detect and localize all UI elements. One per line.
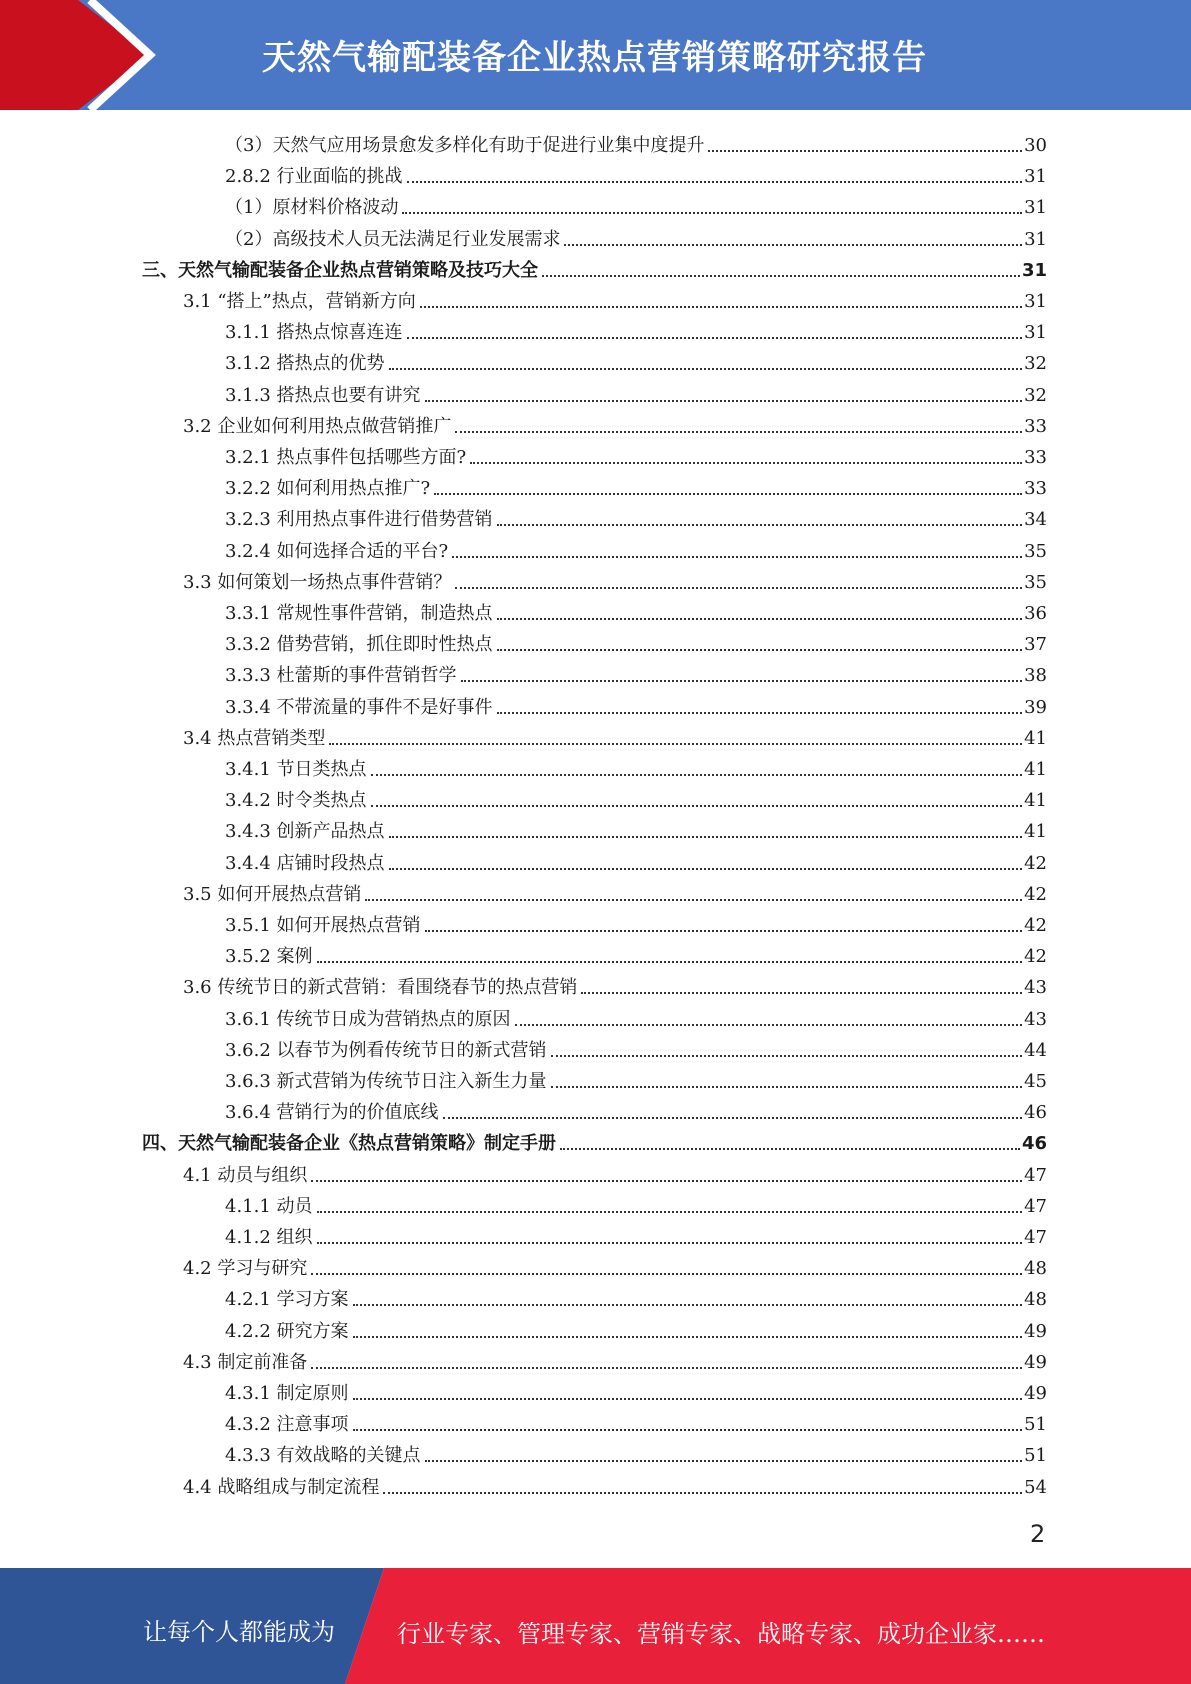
toc-entry-label: 3.2.2 如何利用热点推广?: [225, 478, 431, 500]
toc-entry[interactable]: [225, 1280, 1047, 1311]
page-header: [0, 0, 1191, 110]
footer-slogan-left: 让每个人都能成为: [143, 1618, 335, 1646]
toc-entry-page: 47: [1024, 1164, 1047, 1186]
toc-entry-page: 37: [1024, 634, 1047, 656]
toc-entry-page: 45: [1024, 1071, 1047, 1092]
toc-leader-dots: [420, 306, 1022, 308]
toc-entry-page: 31: [1024, 322, 1047, 344]
toc-entry-page: 31: [1024, 197, 1047, 219]
toc-leader-dots: [389, 836, 1023, 838]
toc-entry-label: （1）原材料价格波动: [225, 197, 399, 219]
toc-entry[interactable]: [225, 438, 1047, 469]
toc-entry-page: 32: [1024, 353, 1047, 375]
toc-entry-label: 4.2.2 研究方案: [225, 1320, 349, 1342]
toc-entry[interactable]: [225, 1405, 1047, 1436]
toc-leader-dots: [371, 805, 1023, 807]
toc-entry[interactable]: [142, 1124, 1047, 1155]
toc-leader-dots: [407, 181, 1023, 183]
toc-entry-page: 49: [1024, 1351, 1047, 1373]
toc-leader-dots: [407, 337, 1023, 339]
toc-entry-label: 3.3.3 杜蕾斯的事件营销哲学: [225, 665, 457, 687]
toc-leader-dots: [329, 743, 1022, 745]
toc-entry-page: 35: [1024, 540, 1047, 562]
toc-entry[interactable]: [142, 251, 1047, 282]
red-arrow-shape: [0, 0, 150, 110]
toc-entry-label: 3.4.4 店铺时段热点: [225, 852, 385, 874]
toc-entry[interactable]: [183, 282, 1047, 313]
toc-entry-label: 3.4.1 节日类热点: [225, 759, 367, 780]
toc-entry-label: 3.6.2 以春节为例看传统节日的新式营销: [225, 1039, 547, 1061]
toc-entry-label: 3.4.3 创新产品热点: [225, 821, 385, 843]
toc-leader-dots: [371, 774, 1023, 776]
toc-entry[interactable]: [183, 875, 1047, 906]
toc-entry-page: 42: [1024, 946, 1047, 968]
toc-leader-dots: [542, 275, 1020, 277]
toc-entry-label: 4.1.1 动员: [225, 1195, 313, 1217]
toc-entry-page: 43: [1024, 1008, 1047, 1030]
toc-leader-dots: [497, 618, 1023, 620]
toc-entry-label: 3.4.2 时令类热点: [225, 790, 367, 812]
toc-entry-label: （3）天然气应用场景愈发多样化有助于促进行业集中度提升: [225, 135, 705, 156]
toc-entry-page: 34: [1024, 509, 1047, 531]
toc-entry-page: 44: [1024, 1039, 1047, 1061]
toc-leader-dots: [497, 712, 1023, 714]
toc-entry-label: 3.1 “搭上”热点，营销新方向: [183, 291, 416, 312]
toc-entry-label: 4.2 学习与研究: [183, 1258, 308, 1280]
toc-entry-page: 41: [1024, 790, 1047, 812]
toc-entry-label: 3.2 企业如何利用热点做营销推广: [183, 415, 452, 437]
toc-entry-page: 32: [1024, 384, 1047, 406]
toc-entry-page: 49: [1024, 1383, 1047, 1404]
toc-entry-label: 三、天然气输配装备企业热点营销策略及技巧大全: [142, 259, 538, 281]
toc-entry[interactable]: [225, 1187, 1047, 1218]
toc-entry[interactable]: [225, 188, 1047, 219]
toc-leader-dots: [383, 1492, 1022, 1494]
toc-entry-page: 39: [1024, 696, 1047, 718]
toc-entry-page: 33: [1024, 415, 1047, 437]
toc-leader-dots: [311, 1273, 1022, 1275]
toc-entry[interactable]: [225, 1093, 1047, 1124]
toc-entry-label: 4.3.1 制定原则: [225, 1383, 349, 1404]
toc-entry-page: 36: [1024, 603, 1047, 624]
toc-entry[interactable]: [183, 407, 1047, 438]
toc-entry-page: 48: [1024, 1258, 1047, 1280]
toc-entry-label: 2.8.2 行业面临的挑战: [225, 166, 403, 188]
toc-entry-label: 4.3.3 有效战略的关键点: [225, 1445, 421, 1467]
toc-entry-label: 3.2.4 如何选择合适的平台?: [225, 540, 449, 562]
toc-entry[interactable]: [183, 1343, 1047, 1374]
toc-entry-label: 3.4 热点营销类型: [183, 727, 326, 749]
toc-leader-dots: [353, 1429, 1023, 1431]
toc-leader-dots: [455, 587, 1022, 589]
toc-entry-page: 48: [1024, 1289, 1047, 1311]
toc-entry-label: 3.6.4 营销行为的价值底线: [225, 1102, 439, 1124]
toc-entry[interactable]: [183, 1468, 1047, 1499]
toc-leader-dots: [402, 212, 1022, 214]
report-title: 天然气输配装备企业热点营销策略研究报告: [262, 38, 927, 78]
toc-entry[interactable]: [225, 1312, 1047, 1343]
toc-entry[interactable]: [225, 844, 1047, 875]
toc-entry[interactable]: [225, 656, 1047, 687]
toc-entry[interactable]: [225, 750, 1047, 781]
toc-leader-dots: [497, 524, 1023, 526]
toc-entry[interactable]: [183, 968, 1047, 999]
toc-entry-page: 46: [1024, 1102, 1047, 1124]
toc-entry-label: 3.2.3 利用热点事件进行借势营销: [225, 509, 493, 531]
toc-entry-label: 3.1.2 搭热点的优势: [225, 353, 385, 375]
toc-entry-label: 4.2.1 学习方案: [225, 1289, 349, 1311]
toc-entry-page: 54: [1024, 1476, 1047, 1498]
toc-entry[interactable]: [225, 1000, 1047, 1031]
toc-leader-dots: [452, 556, 1022, 558]
toc-entry[interactable]: [225, 126, 1047, 157]
toc-leader-dots: [389, 868, 1023, 870]
toc-entry-label: 4.3 制定前准备: [183, 1351, 308, 1373]
toc-entry[interactable]: [225, 594, 1047, 625]
toc-entry-page: 41: [1024, 821, 1047, 843]
toc-leader-dots: [425, 930, 1023, 932]
toc-entry[interactable]: [225, 781, 1047, 812]
toc-entry-label: 3.6 传统节日的新式营销：看围绕春节的热点营销: [183, 977, 578, 999]
toc-leader-dots: [317, 1211, 1023, 1213]
toc-entry-page: 42: [1024, 883, 1047, 905]
toc-leader-dots: [443, 1117, 1023, 1119]
toc-leader-dots: [317, 1242, 1023, 1244]
toc-entry[interactable]: [183, 719, 1047, 750]
toc-entry-label: 3.6.3 新式营销为传统节日注入新生力量: [225, 1071, 547, 1092]
page-footer: [0, 1568, 1191, 1684]
toc-leader-dots: [353, 1304, 1023, 1306]
toc-entry[interactable]: [225, 906, 1047, 937]
toc-entry[interactable]: [225, 812, 1047, 843]
toc-entry-page: 31: [1024, 291, 1047, 312]
toc-entry-label: 3.5.2 案例: [225, 946, 313, 968]
toc-leader-dots: [455, 431, 1022, 433]
toc-entry[interactable]: [225, 344, 1047, 375]
toc-leader-dots: [560, 1148, 1020, 1150]
toc-entry[interactable]: [225, 1436, 1047, 1467]
toc-entry-label: 3.3 如何策划一场热点事件营销？: [183, 571, 452, 593]
toc-entry-page: 49: [1024, 1320, 1047, 1342]
toc-leader-dots: [564, 244, 1022, 246]
toc-entry-label: 3.5 如何开展热点营销: [183, 883, 362, 905]
toc-entry[interactable]: [225, 937, 1047, 968]
toc-entry-label: 3.1.1 搭热点惊喜连连: [225, 322, 403, 344]
toc-entry-page: 46: [1021, 1133, 1047, 1155]
footer-slogan-right: 行业专家、管理专家、营销专家、战略专家、成功企业家……: [397, 1620, 1045, 1648]
toc-entry-page: 43: [1024, 977, 1047, 999]
toc-leader-dots: [353, 1398, 1023, 1400]
toc-leader-dots: [434, 493, 1022, 495]
toc-entry-label: 4.3.2 注意事项: [225, 1414, 349, 1436]
toc-entry-page: 42: [1024, 852, 1047, 874]
toc-entry[interactable]: [225, 313, 1047, 344]
toc-entry[interactable]: [225, 376, 1047, 407]
toc-entry[interactable]: [225, 1218, 1047, 1249]
toc-leader-dots: [497, 649, 1023, 651]
toc-leader-dots: [515, 1024, 1023, 1026]
toc-entry[interactable]: [225, 532, 1047, 563]
toc-entry-label: 4.1 动员与组织: [183, 1164, 308, 1186]
toc-entry-label: 四、天然气输配装备企业《热点营销策略》制定手册: [142, 1133, 556, 1155]
toc-entry[interactable]: [183, 563, 1047, 594]
toc-entry-page: 31: [1024, 228, 1047, 250]
toc-entry[interactable]: [225, 1031, 1047, 1062]
toc-leader-dots: [551, 1086, 1023, 1088]
toc-entry-page: 33: [1024, 447, 1047, 468]
toc-leader-dots: [353, 1336, 1023, 1338]
toc-entry[interactable]: [225, 157, 1047, 188]
toc-entry-page: 30: [1024, 135, 1047, 156]
toc-entry-label: 3.6.1 传统节日成为营销热点的原因: [225, 1008, 511, 1030]
toc-entry-label: （2）高级技术人员无法满足行业发展需求: [225, 228, 561, 250]
toc-leader-dots: [311, 1180, 1022, 1182]
toc-entry-page: 42: [1024, 915, 1047, 936]
toc-entry-page: 41: [1024, 759, 1047, 780]
toc-entry[interactable]: [225, 220, 1047, 251]
toc-entry-label: 3.3.1 常规性事件营销，制造热点: [225, 603, 493, 624]
toc-entry-page: 41: [1024, 727, 1047, 749]
toc-entry-page: 47: [1024, 1227, 1047, 1248]
toc-entry-label: 3.3.4 不带流量的事件不是好事件: [225, 696, 493, 718]
toc-leader-dots: [317, 961, 1023, 963]
toc-leader-dots: [461, 680, 1023, 682]
toc-entry-label: 3.1.3 搭热点也要有讲究: [225, 384, 421, 406]
toc-entry-page: 51: [1024, 1445, 1047, 1467]
toc-entry-page: 33: [1024, 478, 1047, 500]
toc-leader-dots: [311, 1367, 1022, 1369]
toc-leader-dots: [581, 992, 1022, 994]
toc-leader-dots: [365, 899, 1022, 901]
toc-entry[interactable]: [225, 1062, 1047, 1093]
toc-entry-label: 4.4 战略组成与制定流程: [183, 1476, 380, 1498]
page-number: 2: [1030, 1520, 1046, 1548]
toc-leader-dots: [425, 1460, 1023, 1462]
toc-entry[interactable]: [225, 469, 1047, 500]
toc-entry[interactable]: [183, 1156, 1047, 1187]
toc-leader-dots: [389, 368, 1023, 370]
toc-leader-dots: [551, 1055, 1023, 1057]
toc-entry[interactable]: [225, 1374, 1047, 1405]
toc-entry[interactable]: [225, 500, 1047, 531]
toc-leader-dots: [425, 400, 1023, 402]
toc-entry-page: 35: [1024, 571, 1047, 593]
toc-entry-label: 3.3.2 借势营销，抓住即时性热点: [225, 634, 493, 656]
toc-entry-page: 31: [1021, 259, 1047, 281]
toc-entry-label: 4.1.2 组织: [225, 1227, 313, 1248]
toc-entry-page: 47: [1024, 1195, 1047, 1217]
toc-entry-page: 31: [1024, 166, 1047, 188]
toc-entry[interactable]: [225, 625, 1047, 656]
toc-entry-label: 3.5.1 如何开展热点营销: [225, 915, 421, 936]
toc-entry[interactable]: [183, 1249, 1047, 1280]
toc-entry[interactable]: [225, 688, 1047, 719]
toc-entry-page: 51: [1024, 1414, 1047, 1436]
toc-entry-label: 3.2.1 热点事件包括哪些方面?: [225, 447, 467, 468]
toc-entry-page: 38: [1024, 665, 1047, 687]
toc-leader-dots: [470, 462, 1022, 464]
toc-leader-dots: [708, 150, 1022, 152]
